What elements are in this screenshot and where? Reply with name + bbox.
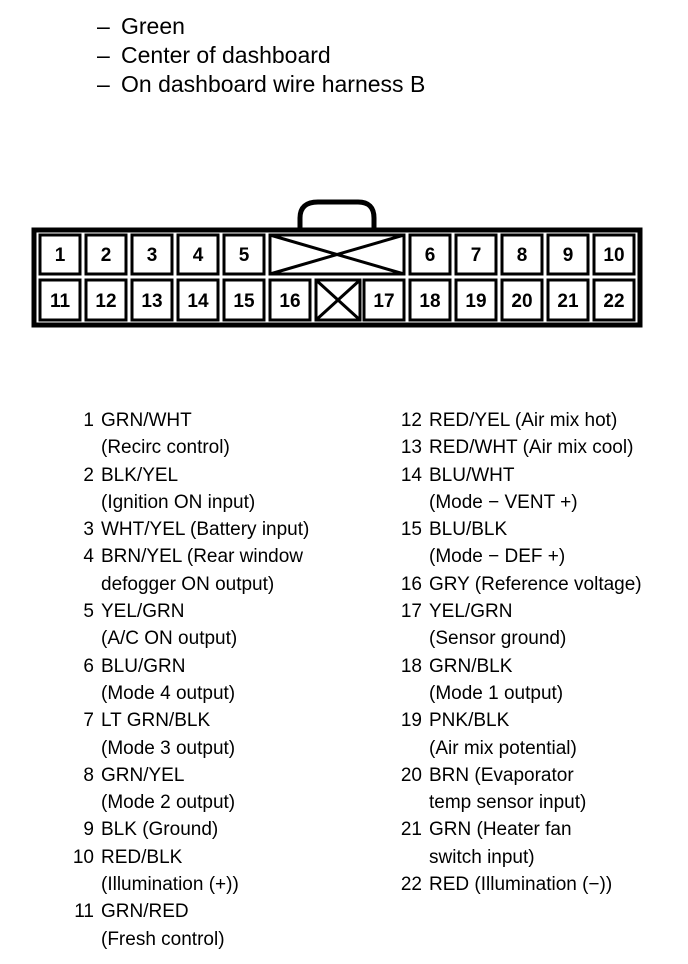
pin-label: 8 bbox=[516, 245, 528, 266]
pin-legend-left bbox=[58, 407, 358, 953]
pin-label: 10 bbox=[603, 245, 625, 266]
pin-label: 20 bbox=[511, 291, 533, 312]
pin-label: 1 bbox=[54, 245, 66, 266]
pin-label: 9 bbox=[562, 245, 574, 266]
pin-entry-8: 8 GRN/YEL (Mode 2 output) bbox=[83, 764, 236, 814]
pin-entry-19: 19 PNK/BLK (Air mix potential) bbox=[400, 710, 577, 759]
pin-entry-16: 16 GRY (Reference voltage) bbox=[400, 573, 642, 595]
pin-entry-12: 12 RED/YEL (Air mix hot) bbox=[400, 410, 618, 431]
pin-entry-4: 4 BRN/YEL (Rear window defogger ON output) bbox=[83, 546, 304, 595]
pin-label: 16 bbox=[279, 291, 301, 312]
pin-label: 21 bbox=[557, 291, 579, 312]
header-line-harness: – On dashboard wire harness B bbox=[97, 71, 426, 97]
pin-legend-right bbox=[386, 407, 686, 898]
pin-entry-14: 14 BLU/WHT (Mode − VENT +) bbox=[400, 464, 578, 513]
pin-label: 5 bbox=[238, 245, 250, 266]
pin-entry-13: 13 RED/WHT (Air mix cool) bbox=[400, 437, 634, 459]
pin-entry-15: 15 BLU/BLK (Mode − DEF +) bbox=[400, 519, 566, 568]
pin-label: 19 bbox=[465, 291, 487, 312]
pin-entry-7: 7 LT GRN/BLK (Mode 3 output) bbox=[83, 710, 236, 759]
pin-label: 12 bbox=[95, 291, 117, 312]
connector-diagram bbox=[0, 190, 688, 340]
pin-entry-1: 1 GRN/WHT (Recirc control) bbox=[83, 410, 230, 459]
connector-lock-tab bbox=[300, 202, 374, 230]
pin-label: 2 bbox=[100, 245, 112, 266]
header-line-color: – Green bbox=[97, 13, 185, 39]
pin-label: 6 bbox=[424, 245, 436, 266]
harness-description bbox=[97, 12, 425, 99]
header-line-location: – Center of dashboard bbox=[97, 42, 331, 68]
pin-entry-10: 10 RED/BLK (Illumination (+)) bbox=[72, 846, 239, 896]
pin-entry-2: 2 BLK/YEL (Ignition ON input) bbox=[83, 464, 256, 513]
pin-label: 7 bbox=[470, 245, 482, 266]
pin-entry-3: 3 WHT/YEL (Battery input) bbox=[83, 519, 310, 541]
pin-label: 15 bbox=[233, 291, 255, 312]
pin-label: 17 bbox=[373, 291, 395, 312]
pin-label: 3 bbox=[146, 245, 158, 266]
pin-entry-21: 21 GRN (Heater fan switch input) bbox=[400, 819, 572, 868]
pin-label: 11 bbox=[49, 291, 71, 312]
pin-entry-11: 11 GRN/RED (Fresh control) bbox=[74, 901, 225, 950]
pin-entry-17: 17 YEL/GRN (Sensor ground) bbox=[400, 601, 567, 650]
pin-entry-22: 22 RED (Illumination (−)) bbox=[400, 874, 613, 896]
pin-entry-18: 18 GRN/BLK (Mode 1 output) bbox=[400, 655, 564, 704]
pin-entry-6: 6 BLU/GRN (Mode 4 output) bbox=[83, 655, 236, 704]
pin-label: 14 bbox=[187, 291, 209, 312]
pin-label: 13 bbox=[141, 291, 163, 312]
pin-entry-20: 20 BRN (Evaporator temp sensor input) bbox=[400, 764, 587, 814]
pin-entry-9: 9 BLK (Ground) bbox=[83, 819, 219, 841]
pin-label: 18 bbox=[419, 291, 441, 312]
pin-label: 22 bbox=[603, 291, 625, 312]
pin-label: 4 bbox=[192, 245, 204, 266]
pin-entry-5: 5 YEL/GRN (A/C ON output) bbox=[83, 601, 238, 650]
